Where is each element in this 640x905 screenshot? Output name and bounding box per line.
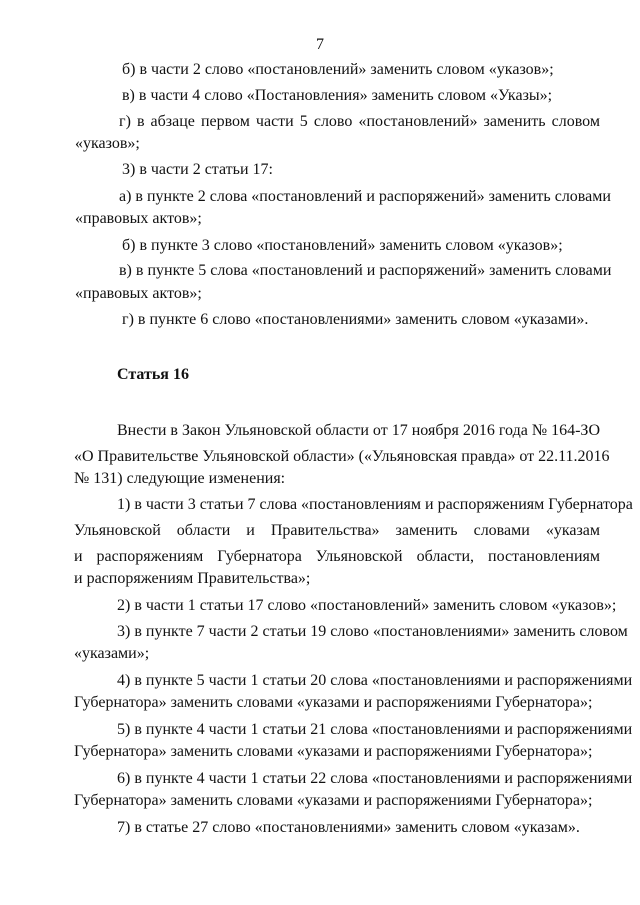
text-line: Губернатора» заменить словами «указами и распоряжениями Губернатора»; bbox=[74, 792, 593, 809]
text-line: «правовых актов»; bbox=[75, 210, 202, 227]
text-line: 6) в пункте 4 части 1 статьи 22 слова «постановлениями и распоряжениями bbox=[117, 770, 633, 787]
text-line: 4) в пункте 5 части 1 статьи 20 слова «постановлениями и распоряжениями bbox=[117, 672, 633, 689]
text-line: б) в части 2 слово «постановлений» заменить словом «указов»; bbox=[122, 61, 554, 78]
text-line: г) в абзаце первом части 5 слово «постановлений» заменить словом bbox=[119, 113, 600, 130]
text-line: в) в части 4 слово «Постановления» заменить словом «Указы»; bbox=[122, 87, 553, 104]
text-line: «О Правительстве Ульяновской области» («Ульяновская правда» от 22.11.2016 bbox=[74, 448, 610, 465]
text-line: «правовых актов»; bbox=[75, 285, 202, 302]
text-line: а) в пункте 2 слова «постановлений и распоряжений» заменить словами bbox=[119, 188, 611, 205]
text-line: Губернатора» заменить словами «указами и распоряжениями Губернатора»; bbox=[74, 743, 593, 760]
text-line: и распоряжениям Правительства»; bbox=[74, 570, 311, 587]
text-line: Ульяновской области и Правительства» заменить словами «указам bbox=[74, 522, 600, 539]
text-line: г) в пункте 6 слово «постановлениями» заменить словом «указами». bbox=[122, 311, 589, 328]
text-line: и распоряжениям Губернатора Ульяновской области, постановлениям bbox=[74, 548, 600, 565]
text-line: Внести в Закон Ульяновской области от 17 ноября 2016 года № 164-ЗО bbox=[117, 422, 600, 439]
text-line: «указов»; bbox=[75, 135, 140, 152]
text-line: б) в пункте 3 слово «постановлений» заменить словом «указов»; bbox=[122, 237, 563, 254]
text-line: 1) в части 3 статьи 7 слова «постановлениям и распоряжениям Губернатора bbox=[117, 496, 633, 513]
text-line: в) в пункте 5 слова «постановлений и распоряжений» заменить словами bbox=[119, 262, 612, 279]
text-line: № 131) следующие изменения: bbox=[74, 470, 286, 487]
text-line: «указами»; bbox=[74, 645, 150, 662]
article-heading: Статья 16 bbox=[117, 366, 189, 383]
text-line: 3) в части 2 статьи 17: bbox=[122, 161, 273, 178]
text-line: 5) в пункте 4 части 1 статьи 21 слова «постановлениями и распоряжениями bbox=[117, 721, 633, 738]
page-number: 7 bbox=[316, 36, 324, 53]
text-line: 2) в части 1 статьи 17 слово «постановлений» заменить словом «указов»; bbox=[117, 597, 617, 614]
text-line: Губернатора» заменить словами «указами и распоряжениями Губернатора»; bbox=[74, 694, 593, 711]
text-line: 7) в статье 27 слово «постановлениями» заменить словом «указам». bbox=[117, 819, 580, 836]
text-line: 3) в пункте 7 части 2 статьи 19 слово «постановлениями» заменить словом bbox=[117, 623, 628, 640]
